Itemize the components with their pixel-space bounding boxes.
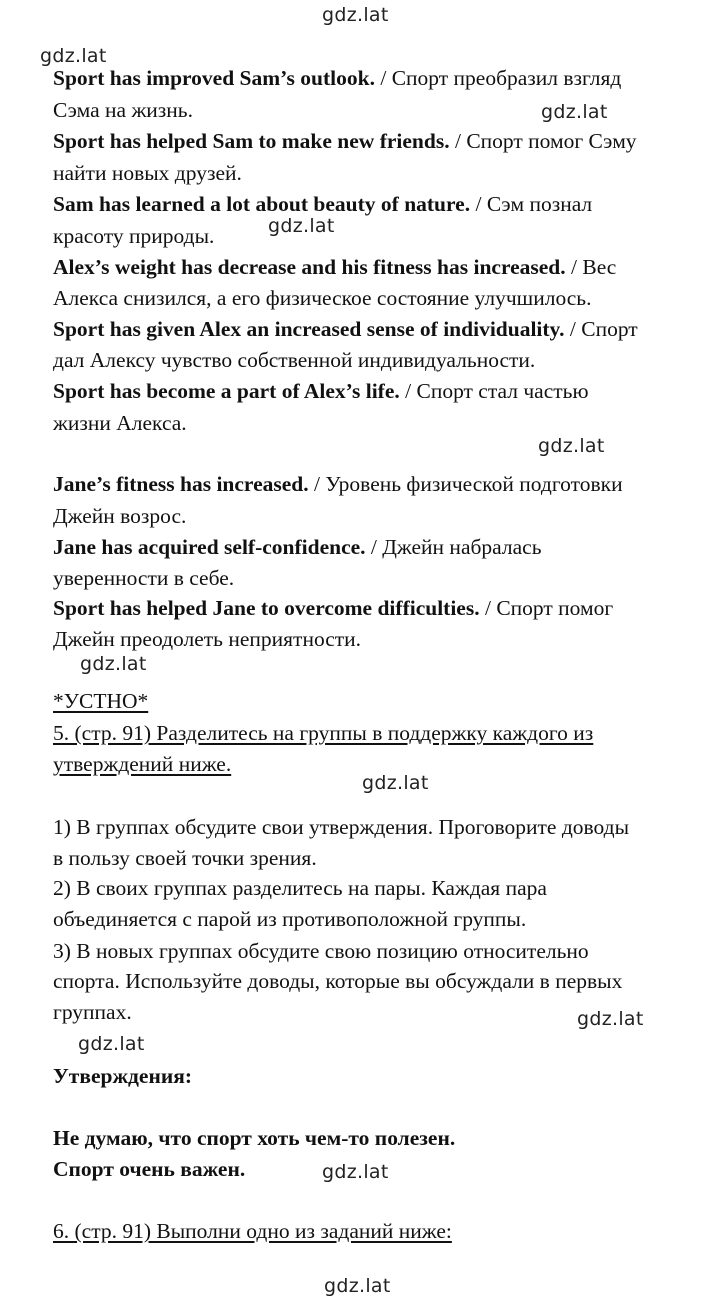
translation: / Спорт преобразил взгляд: [374, 66, 622, 90]
translation: / Джейн набралась: [365, 535, 542, 559]
watermark: gdz.lat: [577, 1008, 644, 1030]
english-sentence: Sport has helped Sam to make new friends.: [53, 129, 450, 153]
translation: Алекса снизился, а его физическое состояние улучшилось.: [53, 286, 592, 310]
text-line: [53, 65, 621, 91]
text-line: [53, 471, 623, 497]
watermark: gdz.lat: [40, 45, 107, 67]
english-sentence: Sam has learned a lot about beauty of nature.: [53, 192, 471, 216]
step-line: спорта. Используйте доводы, которые вы обсуждали в первых: [53, 969, 623, 993]
translation: / Спорт помог Сэму: [449, 129, 637, 153]
statement: Не думаю, что спорт хоть чем-то полезен.: [53, 1126, 456, 1150]
translation: найти новых друзей.: [53, 161, 242, 185]
oral-label: *УСТНО*: [53, 689, 149, 713]
text-line: [53, 626, 361, 652]
english-sentence: Sport has improved Sam’s outlook.: [53, 66, 375, 90]
statement: Спорт очень важен.: [53, 1157, 246, 1181]
text-line: [53, 595, 613, 621]
english-sentence: Jane has acquired self-confidence.: [53, 535, 366, 559]
translation: / Спорт помог: [479, 596, 614, 620]
step-line: 1) В группах обсудите свои утверждения. Проговорите доводы: [53, 815, 630, 839]
text-line: [53, 410, 187, 436]
text-line: [53, 191, 592, 217]
watermark: gdz.lat: [538, 435, 605, 457]
text-line: [53, 223, 214, 249]
english-sentence: Sport has helped Jane to overcome difficulties.: [53, 596, 480, 620]
translation: / Вес: [565, 255, 617, 279]
text-line: [53, 378, 589, 404]
step-line: 3) В новых группах обсудите свою позицию относительно: [53, 939, 589, 963]
text-line: [53, 285, 591, 311]
step-line: группах.: [53, 1000, 132, 1024]
watermark: gdz.lat: [78, 1033, 145, 1055]
task-5-heading: утверждений ниже.: [53, 752, 232, 776]
english-sentence: Sport has become a part of Alex’s life.: [53, 379, 400, 403]
task-6-heading: 6. (стр. 91) Выполни одно из заданий ниже:: [53, 1219, 452, 1243]
watermark: gdz.lat: [541, 101, 608, 123]
task-5-heading: 5. (стр. 91) Разделитесь на группы в поддержку каждого из: [53, 721, 594, 745]
translation: уверенности в себе.: [53, 566, 235, 590]
english-sentence: Jane’s fitness has increased.: [53, 472, 309, 496]
english-sentence: Sport has given Alex an increased sense of individuality.: [53, 317, 565, 341]
text-line: [53, 565, 234, 591]
translation: жизни Алекса.: [53, 411, 187, 435]
translation: / Уровень физической подготовки: [308, 472, 623, 496]
text-line: [53, 160, 242, 186]
english-sentence: Alex’s weight has decrease and his fitness has increased.: [53, 255, 566, 279]
text-line: [53, 97, 193, 123]
translation: / Спорт: [564, 317, 638, 341]
translation: Сэма на жизнь.: [53, 98, 193, 122]
watermark: gdz.lat: [268, 215, 335, 237]
text-line: [53, 503, 186, 529]
watermark: gdz.lat: [324, 1275, 391, 1297]
translation: Джейн возрос.: [53, 504, 187, 528]
watermark: gdz.lat: [322, 1161, 389, 1183]
translation: / Сэм познал: [470, 192, 593, 216]
text-line: [53, 254, 616, 280]
step-line: в пользу своей точки зрения.: [53, 846, 317, 870]
text-line: [53, 128, 637, 154]
statements-heading: Утверждения:: [53, 1064, 193, 1088]
translation: красоту природы.: [53, 224, 215, 248]
watermark: gdz.lat: [362, 772, 429, 794]
step-line: объединяется с парой из противоположной группы.: [53, 907, 527, 931]
watermark: gdz.lat: [80, 653, 147, 675]
text-line: [53, 347, 535, 373]
translation: дал Алексу чувство собственной индивидуальности.: [53, 348, 536, 372]
watermark: gdz.lat: [322, 4, 389, 26]
translation: Джейн преодолеть неприятности.: [53, 627, 362, 651]
text-line: [53, 534, 542, 560]
translation: / Спорт стал частью: [399, 379, 589, 403]
text-line: [53, 316, 638, 342]
step-line: 2) В своих группах разделитесь на пары. Каждая пара: [53, 876, 547, 900]
